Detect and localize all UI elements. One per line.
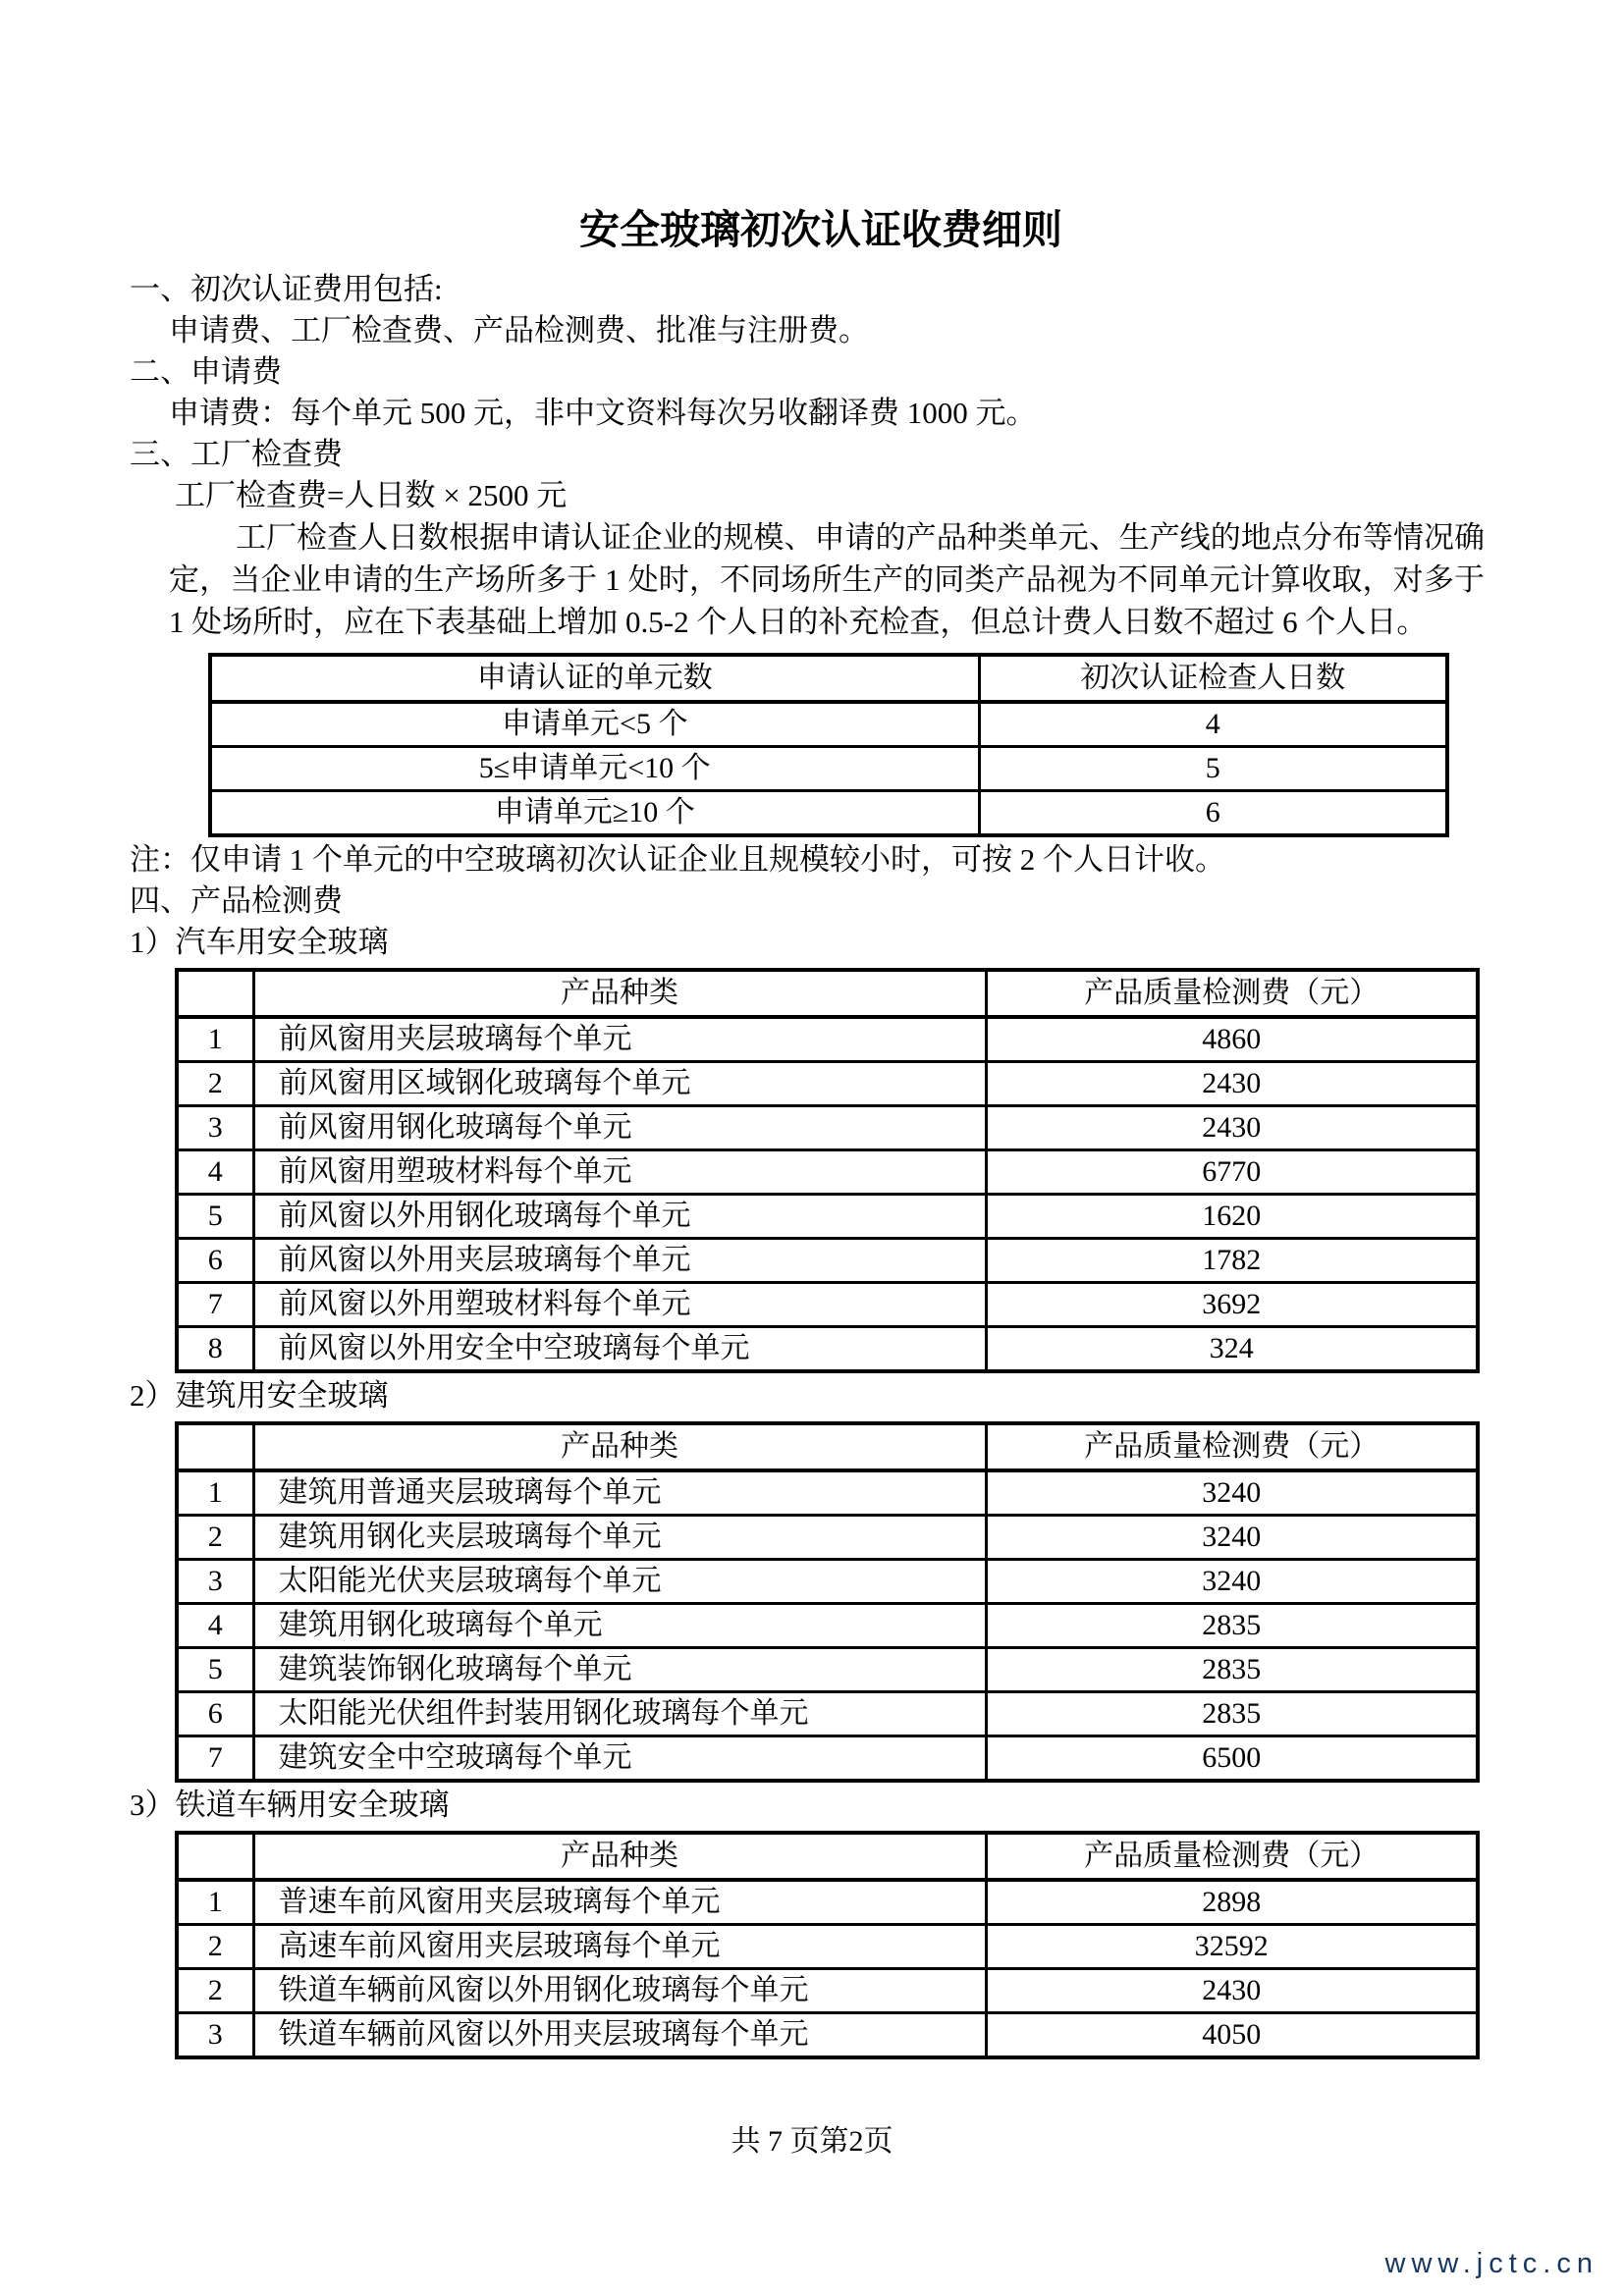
table-row bbox=[177, 1327, 1478, 1372]
table-cell: 3240 bbox=[986, 1560, 1478, 1604]
section-4-heading: 四、产品检测费 bbox=[130, 883, 343, 918]
table-cell: 5 bbox=[979, 747, 1447, 791]
table-cell: 2 bbox=[177, 1062, 253, 1106]
building-glass-fee-table bbox=[175, 1421, 1480, 1783]
table-cell: 7 bbox=[177, 1283, 253, 1327]
column-header-index bbox=[177, 1833, 253, 1880]
table-cell: 324 bbox=[986, 1327, 1478, 1372]
table-row bbox=[177, 1648, 1478, 1692]
table-row bbox=[177, 1062, 1478, 1106]
table-cell: 4 bbox=[177, 1604, 253, 1648]
table-row bbox=[177, 1239, 1478, 1283]
column-header-index bbox=[177, 970, 253, 1017]
table-cell: 4 bbox=[177, 1150, 253, 1195]
table-cell: 3 bbox=[177, 2013, 253, 2058]
column-header-fee: 产品质量检测费（元） bbox=[986, 1423, 1478, 1470]
product-table-heading-building: 2）建筑用安全玻璃 bbox=[130, 1378, 389, 1413]
table-row bbox=[177, 1106, 1478, 1150]
table-cell: 32592 bbox=[986, 1925, 1478, 1969]
table-cell: 建筑用钢化夹层玻璃每个单元 bbox=[253, 1516, 986, 1560]
table-cell: 建筑用钢化玻璃每个单元 bbox=[253, 1604, 986, 1648]
table-cell: 申请单元≥10 个 bbox=[210, 791, 979, 836]
table-cell: 2 bbox=[177, 1969, 253, 2013]
column-header-fee: 产品质量检测费（元） bbox=[986, 1833, 1478, 1880]
table-cell: 1 bbox=[177, 1470, 253, 1516]
table-cell: 前风窗以外用安全中空玻璃每个单元 bbox=[253, 1327, 986, 1372]
intro-line-1: 一、初次认证费用包括: bbox=[130, 272, 443, 306]
table-cell: 建筑装饰钢化玻璃每个单元 bbox=[253, 1648, 986, 1692]
factory-inspection-paragraph: 工厂检查人日数根据申请认证企业的规模、申请的产品种类单元、生产线的地点分布等情况确定，当企业申请的生产场所多于 1 处时，不同场所生产的同类产品视为不同单元计算收取，对多于 1 处场所时，应在下表基础上增加 0.5-2 个人日的补充检查，但总计费人日数不超过 6 个人日。 bbox=[169, 520, 1485, 639]
table-row bbox=[177, 1969, 1478, 2013]
table-row bbox=[177, 1560, 1478, 1604]
table-header-row bbox=[177, 1423, 1478, 1470]
table-row bbox=[177, 1195, 1478, 1239]
table-cell: 2430 bbox=[986, 1062, 1478, 1106]
table-row bbox=[177, 1692, 1478, 1736]
table-row bbox=[177, 1604, 1478, 1648]
table-cell: 申请单元<5 个 bbox=[210, 702, 979, 747]
table-cell: 3 bbox=[177, 1560, 253, 1604]
table-cell: 2 bbox=[177, 1925, 253, 1969]
table-cell: 前风窗以外用钢化玻璃每个单元 bbox=[253, 1195, 986, 1239]
table-row bbox=[210, 747, 1447, 791]
table-cell: 2898 bbox=[986, 1880, 1478, 1925]
table-row bbox=[177, 1470, 1478, 1516]
table-cell: 2430 bbox=[986, 1969, 1478, 2013]
table-cell: 6 bbox=[177, 1239, 253, 1283]
table-cell: 前风窗用钢化玻璃每个单元 bbox=[253, 1106, 986, 1150]
table-cell: 5 bbox=[177, 1648, 253, 1692]
factory-fee-formula: 工厂检查费=人日数 × 2500 元 bbox=[175, 478, 568, 512]
intro-line-4: 申请费：每个单元 500 元，非中文资料每次另收翻译费 1000 元。 bbox=[169, 396, 1037, 430]
table-cell: 铁道车辆前风窗以外用夹层玻璃每个单元 bbox=[253, 2013, 986, 2058]
note-line: 注：仅申请 1 个单元的中空玻璃初次认证企业且规模较小时，可按 2 个人日计收。 bbox=[130, 842, 1225, 877]
table-cell: 铁道车辆前风窗以外用钢化玻璃每个单元 bbox=[253, 1969, 986, 2013]
page-content bbox=[130, 206, 1512, 2061]
table-header-row bbox=[210, 655, 1447, 702]
table-cell: 1 bbox=[177, 1880, 253, 1925]
table-cell: 前风窗用区域钢化玻璃每个单元 bbox=[253, 1062, 986, 1106]
table-cell: 2430 bbox=[986, 1106, 1478, 1150]
table-row bbox=[177, 1925, 1478, 1969]
page-title: 安全玻璃初次认证收费细则 bbox=[579, 207, 1062, 252]
table-cell: 6 bbox=[979, 791, 1447, 836]
intro-line-2: 申请费、工厂检查费、产品检测费、批准与注册费。 bbox=[169, 313, 869, 347]
table-cell: 1782 bbox=[986, 1239, 1478, 1283]
product-table-heading-auto: 1）汽车用安全玻璃 bbox=[130, 925, 389, 959]
railway-glass-fee-table bbox=[175, 1831, 1480, 2059]
table-cell: 太阳能光伏夹层玻璃每个单元 bbox=[253, 1560, 986, 1604]
table-cell: 前风窗以外用塑玻材料每个单元 bbox=[253, 1283, 986, 1327]
column-header-product: 产品种类 bbox=[253, 970, 986, 1017]
table-row bbox=[177, 1283, 1478, 1327]
table-cell: 8 bbox=[177, 1327, 253, 1372]
table-cell: 7 bbox=[177, 1736, 253, 1782]
table-cell: 5 bbox=[177, 1195, 253, 1239]
page-footer: 共 7 页第2页 bbox=[731, 2125, 893, 2158]
table-cell: 建筑用普通夹层玻璃每个单元 bbox=[253, 1470, 986, 1516]
table-cell: 2835 bbox=[986, 1604, 1478, 1648]
table-cell: 太阳能光伏组件封装用钢化玻璃每个单元 bbox=[253, 1692, 986, 1736]
table-cell: 6 bbox=[177, 1692, 253, 1736]
site-watermark: www.jctc.cn bbox=[1384, 2248, 1598, 2279]
table-cell: 2 bbox=[177, 1516, 253, 1560]
table-cell: 建筑安全中空玻璃每个单元 bbox=[253, 1736, 986, 1782]
table-row bbox=[210, 702, 1447, 747]
column-header-product: 产品种类 bbox=[253, 1423, 986, 1470]
table-cell: 6500 bbox=[986, 1736, 1478, 1782]
table-cell: 前风窗用夹层玻璃每个单元 bbox=[253, 1017, 986, 1062]
table-cell: 普速车前风窗用夹层玻璃每个单元 bbox=[253, 1880, 986, 1925]
column-header-fee: 产品质量检测费（元） bbox=[986, 970, 1478, 1017]
table-row bbox=[210, 791, 1447, 836]
column-header-product: 产品种类 bbox=[253, 1833, 986, 1880]
table-cell: 2835 bbox=[986, 1692, 1478, 1736]
table-row bbox=[177, 1880, 1478, 1925]
table-cell: 前风窗以外用夹层玻璃每个单元 bbox=[253, 1239, 986, 1283]
intro-line-3: 二、申请费 bbox=[130, 354, 282, 389]
table-header-row bbox=[177, 1833, 1478, 1880]
table-row bbox=[177, 1516, 1478, 1560]
table-header-row bbox=[177, 970, 1478, 1017]
column-header-units: 申请认证的单元数 bbox=[210, 655, 979, 702]
table-row bbox=[177, 1017, 1478, 1062]
table-cell: 1 bbox=[177, 1017, 253, 1062]
table-cell: 3240 bbox=[986, 1470, 1478, 1516]
table-cell: 5≤申请单元<10 个 bbox=[210, 747, 979, 791]
table-cell: 3240 bbox=[986, 1516, 1478, 1560]
table-row bbox=[177, 2013, 1478, 2058]
table-cell: 高速车前风窗用夹层玻璃每个单元 bbox=[253, 1925, 986, 1969]
table-cell: 前风窗用塑玻材料每个单元 bbox=[253, 1150, 986, 1195]
table-cell: 4 bbox=[979, 702, 1447, 747]
column-header-index bbox=[177, 1423, 253, 1470]
table-cell: 2835 bbox=[986, 1648, 1478, 1692]
column-header-daynum: 初次认证检查人日数 bbox=[979, 655, 1447, 702]
intro-line-5: 三、工厂检查费 bbox=[130, 437, 343, 471]
inspection-daynum-table bbox=[208, 653, 1449, 837]
table-cell: 3 bbox=[177, 1106, 253, 1150]
table-row bbox=[177, 1736, 1478, 1782]
table-cell: 6770 bbox=[986, 1150, 1478, 1195]
product-table-heading-railway: 3）铁道车辆用安全玻璃 bbox=[130, 1788, 450, 1822]
auto-glass-fee-table bbox=[175, 968, 1480, 1373]
table-cell: 3692 bbox=[986, 1283, 1478, 1327]
table-cell: 4050 bbox=[986, 2013, 1478, 2058]
table-cell: 4860 bbox=[986, 1017, 1478, 1062]
table-row bbox=[177, 1150, 1478, 1195]
table-cell: 1620 bbox=[986, 1195, 1478, 1239]
